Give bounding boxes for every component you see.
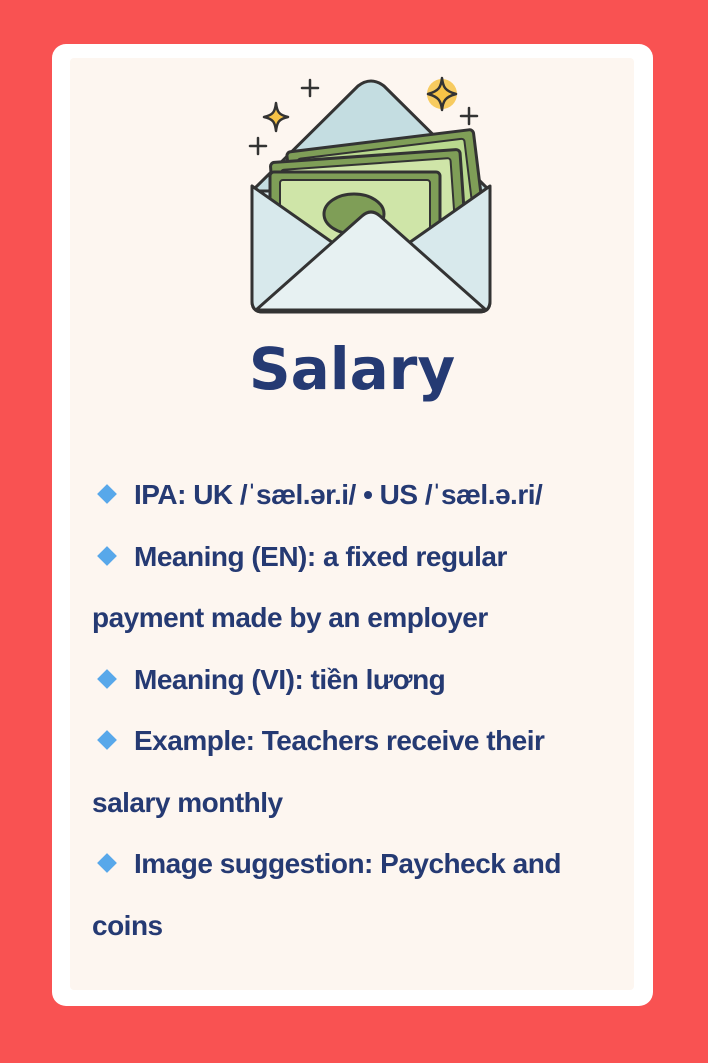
detail-example-text: Example: Teachers receive their salary monthly [92,725,545,818]
detail-ipa [92,464,612,526]
diamond-bullet-icon [97,730,117,750]
vocabulary-card [52,44,653,1006]
detail-meaning-en-text: Meaning (EN): a fixed regular payment made by an employer [92,540,507,633]
detail-meaning-en [92,526,612,649]
detail-image-suggestion [92,833,612,956]
diamond-bullet-icon [97,853,117,873]
detail-image-suggestion-text: Image suggestion: Paycheck and coins [92,848,561,941]
sparkle-icon [264,103,288,131]
card-panel [70,58,634,990]
detail-meaning-vi [92,649,612,711]
detail-example [92,710,612,833]
detail-ipa-text: IPA: UK /ˈsæl.ər.i/ • US /ˈsæl.ə.ri/ [134,479,543,510]
detail-meaning-vi-text: Meaning (VI): tiền lương [134,663,446,695]
diamond-bullet-icon [97,669,117,689]
word-details [92,464,612,956]
word-title: Salary [248,335,456,403]
diamond-bullet-icon [97,546,117,566]
envelope-with-money-icon [246,76,506,316]
diamond-bullet-icon [97,484,117,504]
